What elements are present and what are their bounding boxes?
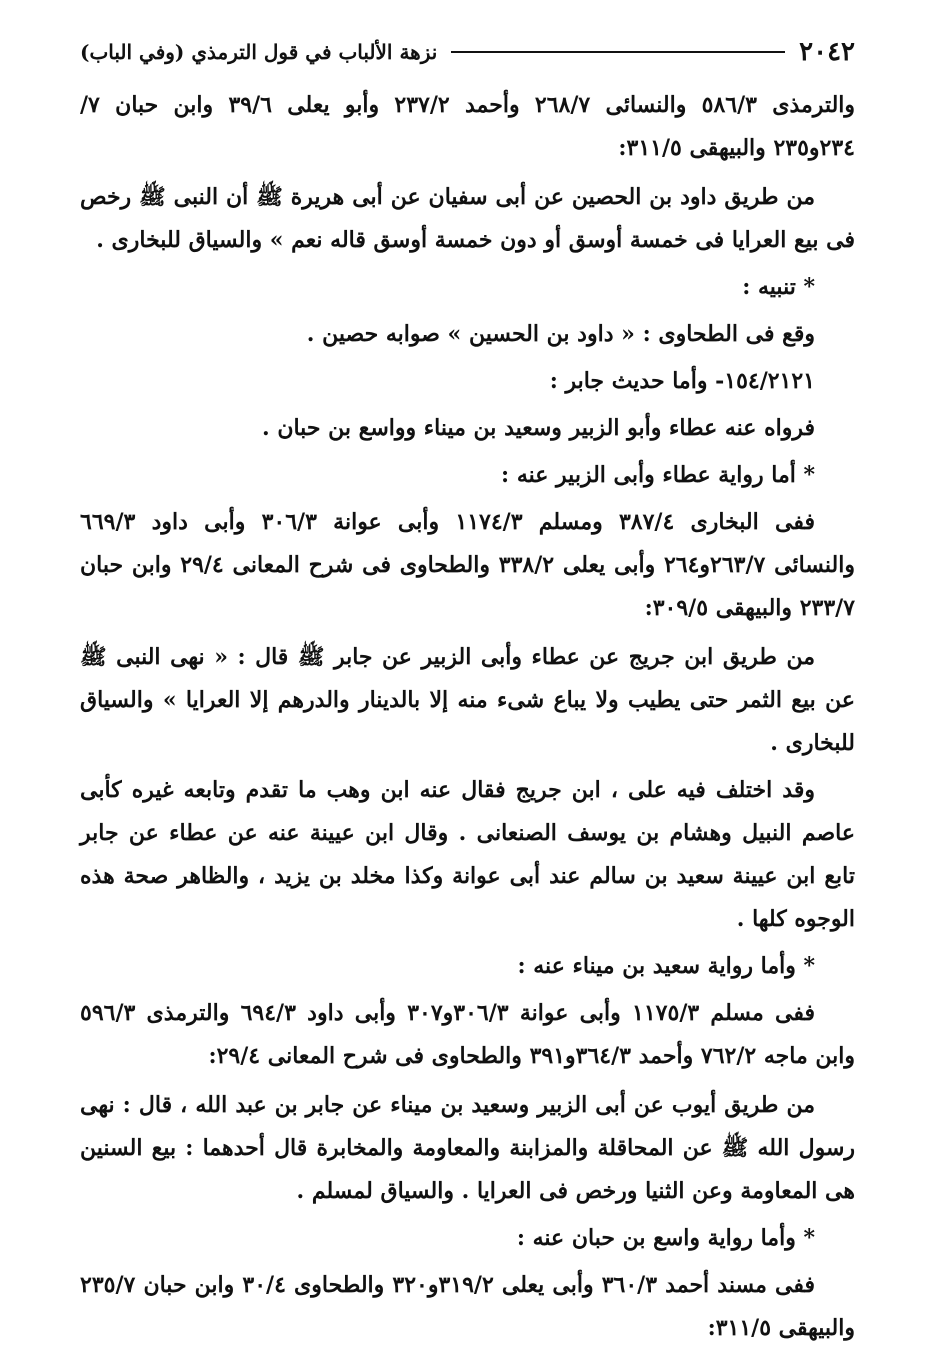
paragraph-citations-3: ففى مسلم ١١٧٥/٣ وأبى عوانة ٣٠٦/٣و٣٠٧ وأبى داود ٦٩٤/٣ والترمذى ٥٩٦/٣ وابن ماجه ٧٦٢/٢ وأحمد ٣٦٤/٣و٣٩١ والطحاوى فى شرح المعانى ٢٩/٤: <box>80 1000 855 1069</box>
page-number: ٢٠٤٢ <box>799 37 855 67</box>
paragraph-ikhtilaf: وقد اختلف فيه على ، ابن جريج فقال عنه ابن وهب ما تقدم وتابعه غيره كأبى عاصم النبيل وهشام بن يوسف الصنعانى . وقال ابن عيينة عنه عن عطاء عن جابر تابع ابن عيينة سعيد بن سالم عند أبى عوانة وكذا مخلد بن يزيد ، والظاهر صحة هذه الوجوه كلها . <box>80 777 855 932</box>
heading-said-bin-mina: * وأما رواية سعيد بن ميناء عنه : <box>517 953 815 979</box>
header-rule <box>451 51 785 53</box>
page-body <box>80 84 855 1354</box>
heading-ata-abi-zubair: * أما رواية عطاء وأبى الزبير عنه : <box>501 462 815 488</box>
running-title: نزهة الألباب في قول الترمذي (وفي الباب) <box>80 40 438 64</box>
heading-wasi-bin-habban: * وأما رواية واسع بن حبان عنه : <box>516 1225 815 1251</box>
heading-note: * تنبيه : <box>742 274 815 300</box>
paragraph-citations-1: والترمذى ٥٨٦/٣ والنسائى ٢٦٨/٧ وأحمد ٢٣٧/٢ وأبو يعلى ٣٩/٦ وابن حبان ٧/ ٢٣٤و٢٣٥ والبيهقى ٣١١/٥: <box>80 92 856 161</box>
paragraph-citations-2: ففى البخارى ٣٨٧/٤ ومسلم ١١٧٤/٣ وأبى عوانة ٣٠٦/٣ وأبى داود ٦٦٩/٣ والنسائى ٢٦٣/٧و٢٦٤ وأبى يعلى ٣٣٨/٢ والطحاوى فى شرح المعانى ٢٩/٤ وابن حبان ٢٣٣/٧ والبيهقى ٣٠٩/٥: <box>80 509 855 621</box>
paragraph-isnad-1: من طريق داود بن الحصين عن أبى سفيان عن أبى هريرة ﷺ أن النبى ﷺ رخص فى بيع العرايا فى خمسة أوسق أو دون خمسة أوسق قاله نعم » والسياق للبخارى . <box>80 184 855 253</box>
paragraph-isnad-2: من طريق ابن جريج عن عطاء وأبى الزبير عن جابر ﷺ قال : « نهى النبى ﷺ عن بيع الثمر حتى يطيب ولا يباع شىء منه إلا بالدينار والدرهم إلا العرايا » والسياق للبخارى . <box>80 644 855 756</box>
paragraph-note: وقع فى الطحاوى : « داود بن الحسين » صوابه حصين . <box>306 321 815 347</box>
page-header <box>80 32 855 72</box>
paragraph-isnad-3: من طريق أيوب عن أبى الزبير وسعيد بن ميناء عن جابر بن عبد الله ، قال : نهى رسول الله ﷺ عن المحاقلة والمزابنة والمعاومة والمخابرة قال أحدهما : بيع السنين هى المعاومة وعن الثنيا ورخص فى العرايا . والسياق لمسلم . <box>80 1092 855 1204</box>
paragraph-citations-4: ففى مسند أحمد ٣٦٠/٣ وأبى يعلى ٣١٩/٢و٣٢٠ والطحاوى ٣٠/٤ وابن حبان ٢٣٥/٧ والبيهقى ٣١١/٥: <box>80 1272 855 1341</box>
paragraph-narrators: فرواه عنه عطاء وأبو الزبير وسعيد بن ميناء وواسع بن حبان . <box>262 415 815 441</box>
heading-hadith-jabir: ١٥٤/٢١٢١- وأما حديث جابر : <box>549 368 815 394</box>
